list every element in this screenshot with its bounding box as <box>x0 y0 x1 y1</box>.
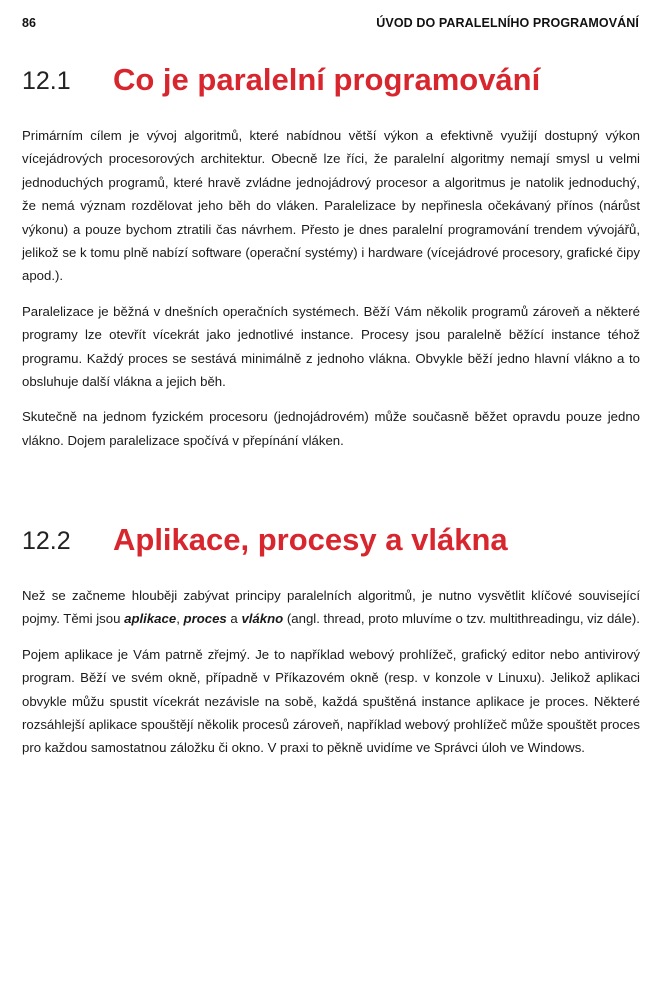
intro-text-end: (angl. thread, proto mluvíme o tzv. multithreadingu, viz dále). <box>283 611 640 627</box>
running-title: ÚVOD DO PARALELNÍHO PROGRAMOVÁNÍ <box>376 16 639 30</box>
paragraph: Paralelizace je běžná v dnešních operačních systémech. Běží Vám několik programů zároveň a některé programy lze otevřít vícekrát jako jednotlivé instance. Procesy jsou paralelně běžící instance téhož programu. Každý proces se sestává minimálně z jednoho vlákna. Obvykle běží jedno hlavní vlákno a to obsluhuje další vlákna a jejich běh. <box>22 303 640 390</box>
section-title: Co je paralelní programování <box>113 62 541 97</box>
paragraph: Skutečně na jednom fyzickém procesoru (jednojádrovém) může současně běžet opravdu pouze jedno vlákno. Dojem paralelizace spočívá v přepínání vláken. <box>22 409 640 448</box>
intro-text: Než se začneme hlouběji zabývat principy paralelních algoritmů, je nutno vysvětlit klíčové související pojmy. Těmi jsou <box>22 588 640 627</box>
section-body <box>22 584 640 760</box>
paragraph-intro <box>22 584 640 631</box>
section-body <box>22 124 640 452</box>
separator: , <box>176 611 184 627</box>
page-number: 86 <box>22 16 36 30</box>
term-proces: proces <box>183 611 227 627</box>
section-heading <box>22 518 640 558</box>
term-aplikace: aplikace <box>124 611 177 627</box>
separator: a <box>226 611 242 627</box>
section-number: 12.1 <box>22 67 71 95</box>
term-vlakno: vlákno <box>241 611 284 627</box>
paragraph: Primárním cílem je vývoj algoritmů, které nabídnou větší výkon a efektivně využijí dostupný výkon vícejádrových procesorových architektur. Obecně lze říci, že paralelní algoritmy nemají smysl u velmi jednoduchých programů, které hravě zvládne jednojádrový procesor a algoritmus je natolik jednoduchý, že nemá význam rozdělovat jeho běh do vláken. Paralelizace by nepřinesla očekávaný přínos (nárůst výkonu) a pouze bychom ztratili čas návrhem. Přesto je dnes paralelní programování trendem vývojářů, jelikož se k tomu plně nabízí software (operační systémy) i hardware (vícejádrové procesory, grafické čipy apod.). <box>22 128 640 284</box>
section-heading <box>22 58 640 98</box>
section-12-1 <box>22 58 640 452</box>
running-header <box>22 16 639 36</box>
section-number: 12.2 <box>22 527 71 555</box>
paragraph: Pojem aplikace je Vám patrně zřejmý. Je to například webový prohlížeč, grafický editor nebo antivirový program. Běží ve svém okně, případně v Příkazovém okně (resp. v konzole v Linuxu). Jelikož aplikaci obvykle můžu spustit vícekrát nezávisle na sobě, každá spuštěná instance aplikace je proces. Některé rozsáhlejší aplikace spouštějí několik procesů zároveň, například webový prohlížeč může spouštět proces pro každou samostatnou záložku či okno. V praxi to pěkně uvidíme ve Správci úloh ve Windows. <box>22 646 640 756</box>
section-12-2 <box>22 518 640 760</box>
section-title: Aplikace, procesy a vlákna <box>113 522 508 557</box>
